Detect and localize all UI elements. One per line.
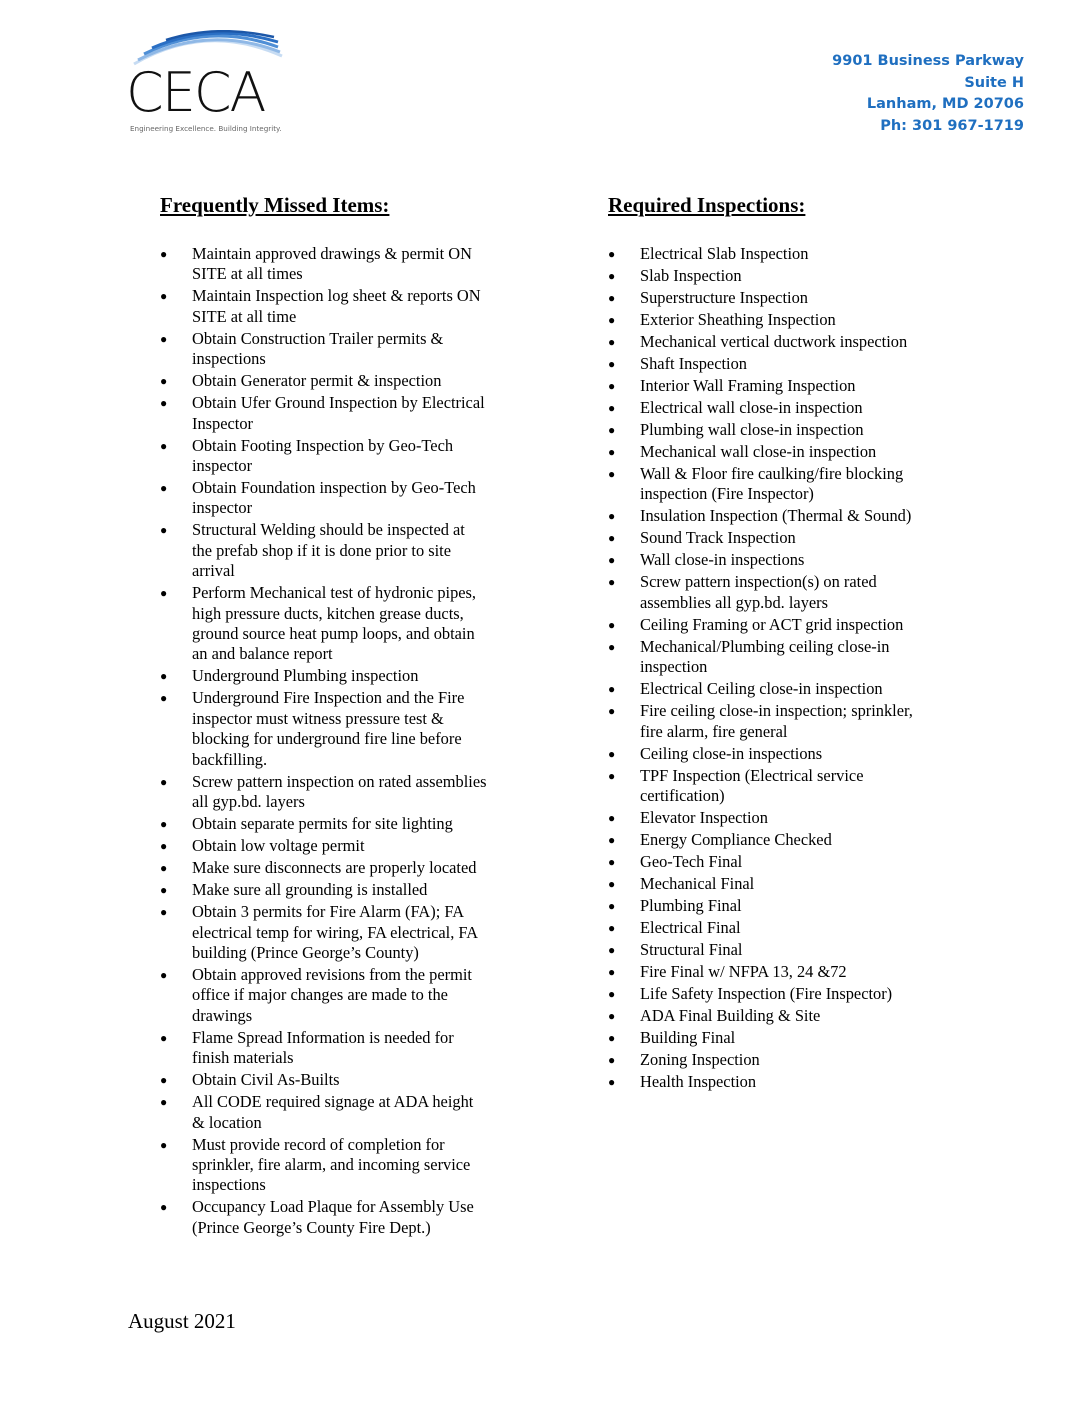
- bullet-icon: ●: [160, 1073, 168, 1088]
- bullet-icon: ●: [608, 965, 616, 980]
- list-item-text: Structural Welding should be inspected at: [192, 520, 465, 540]
- list-item-text: Maintain approved drawings & permit ON: [192, 244, 472, 263]
- list-item: [160, 1092, 487, 1133]
- address-city: Lanham, MD 20706: [866, 96, 1024, 113]
- list-item: [608, 962, 913, 982]
- bullet-icon: ●: [608, 467, 616, 481]
- list-item: [608, 701, 913, 742]
- bullet-icon: ●: [608, 943, 616, 958]
- list-item-text: & location: [192, 1112, 262, 1132]
- list-item: [608, 464, 913, 505]
- list-item-text: TPF Inspection (Electrical service: [640, 765, 864, 785]
- bullet-icon: ●: [160, 774, 168, 789]
- bullet-icon: ●: [608, 704, 616, 719]
- list-item-text: Make sure all grounding is installed: [192, 880, 428, 900]
- document-date: August 2021: [128, 1309, 236, 1333]
- list-item-text: inspections: [192, 349, 266, 369]
- list-item: [608, 743, 913, 764]
- bullet-icon: ●: [160, 817, 168, 832]
- list-item-text: Fire Final w/ NFPA 13, 24 &72: [640, 962, 847, 982]
- bullet-icon: ●: [608, 987, 616, 1002]
- list-item: [160, 814, 487, 834]
- bullet-icon: ●: [608, 811, 616, 826]
- list-item: [608, 550, 913, 570]
- bullet-icon: ●: [160, 438, 168, 453]
- bullet-icon: ●: [160, 586, 168, 601]
- list-item: [608, 420, 913, 440]
- list-item-text: the prefab shop if it is done prior to site: [192, 540, 452, 560]
- address-suite: Suite H: [964, 74, 1024, 91]
- list-item-text: backfilling.: [192, 749, 268, 769]
- list-item-text: blocking for underground fire line before: [192, 729, 462, 749]
- address-phone: Ph: 301 967-1719: [880, 118, 1024, 135]
- list-item: [160, 371, 487, 391]
- list-item: [608, 874, 913, 894]
- list-item: [160, 244, 487, 285]
- bullet-icon: ●: [160, 669, 168, 684]
- list-item-text: Sound Track Inspection: [640, 528, 796, 548]
- list-item: [160, 688, 487, 770]
- list-item-text: Maintain Inspection log sheet & reports ON: [192, 286, 481, 306]
- list-item: [160, 286, 487, 327]
- list-item-text: Wall & Floor fire caulking/fire blocking: [640, 464, 904, 483]
- list-item: [160, 583, 487, 665]
- list-item-text: Zoning Inspection: [640, 1050, 760, 1070]
- bullet-icon: ●: [608, 855, 616, 870]
- list-item: [608, 1028, 913, 1048]
- list-item-text: Elevator Inspection: [640, 808, 768, 828]
- list-item: [160, 902, 487, 963]
- list-item: [608, 266, 913, 286]
- list-item-text: Plumbing Final: [640, 896, 742, 916]
- list-item-text: Obtain Ufer Ground Inspection by Electrical: [192, 393, 485, 413]
- bullet-icon: ●: [608, 768, 616, 783]
- list-item: [160, 880, 487, 900]
- bullet-icon: ●: [608, 335, 616, 349]
- list-item: [608, 442, 913, 462]
- list-item-text: Obtain Generator permit & inspection: [192, 371, 442, 391]
- list-item-text: Electrical Ceiling close-in inspection: [640, 679, 883, 699]
- list-item: [608, 1072, 913, 1092]
- list-item-text: Energy Compliance Checked: [640, 830, 832, 850]
- list-item-text: Ceiling Framing or ACT grid inspection: [640, 614, 904, 634]
- list-item-text: Obtain Foundation inspection by Geo-Tech: [192, 478, 476, 498]
- list-item-text: inspector: [192, 498, 253, 518]
- list-item-text: inspector must witness pressure test &: [192, 708, 444, 728]
- bullet-icon: ●: [608, 1075, 616, 1090]
- bullet-icon: ●: [160, 905, 168, 920]
- list-item-text: Must provide record of completion for: [192, 1134, 445, 1154]
- list-item-text: Life Safety Inspection (Fire Inspector): [640, 984, 893, 1004]
- list-item-text: Mechanical vertical ductwork inspection: [640, 332, 908, 351]
- required-inspections-list: [608, 244, 913, 1094]
- bullet-icon: ●: [608, 379, 616, 393]
- bullet-icon: ●: [608, 921, 616, 936]
- list-item-text: inspector: [192, 456, 253, 476]
- list-item-text: ground source heat pump loops, and obtain: [192, 624, 475, 644]
- bullet-icon: ●: [160, 1137, 168, 1152]
- bullet-icon: ●: [160, 331, 168, 346]
- list-item-text: Ceiling close-in inspections: [640, 743, 823, 763]
- bullet-icon: ●: [160, 967, 168, 982]
- list-item-text: All CODE required signage at ADA height: [192, 1092, 474, 1112]
- list-item-text: high pressure ducts, kitchen grease ducts,: [192, 603, 464, 623]
- bullet-icon: ●: [608, 877, 616, 892]
- list-item: [160, 435, 487, 477]
- list-item-text: Obtain approved revisions from the permit: [192, 964, 472, 984]
- frequently-missed-list: [160, 244, 487, 1240]
- bullet-icon: ●: [160, 1095, 168, 1110]
- list-item-text: Fire ceiling close-in inspection; sprinkler,: [640, 701, 913, 721]
- list-item-text: ADA Final Building & Site: [640, 1006, 821, 1026]
- address-street: 9901 Business Parkway: [832, 53, 1024, 69]
- list-item-text: Electrical Final: [640, 918, 741, 938]
- list-item: [608, 376, 913, 396]
- list-item-text: Mechanical/Plumbing ceiling close-in: [640, 636, 890, 656]
- list-item: [608, 918, 913, 938]
- list-item-text: certification): [640, 786, 725, 806]
- bullet-icon: ●: [608, 269, 616, 283]
- list-item: [160, 520, 487, 581]
- bullet-icon: ●: [160, 481, 168, 496]
- list-item-text: Building Final: [640, 1028, 736, 1048]
- list-item-text: sprinkler, fire alarm, and incoming service: [192, 1154, 471, 1174]
- bullet-icon: ●: [608, 833, 616, 848]
- list-item-text: Electrical Slab Inspection: [640, 244, 809, 263]
- bullet-icon: ●: [608, 1009, 616, 1024]
- list-item-text: assemblies all gyp.bd. layers: [640, 592, 828, 612]
- required-inspections-heading: Required Inspections:: [608, 193, 806, 217]
- list-item-text: electrical temp for wiring, FA electrical, FA: [192, 922, 479, 942]
- bullet-icon: ●: [160, 1030, 168, 1045]
- list-item-text: an and balance report: [192, 644, 333, 664]
- list-item: [608, 506, 913, 526]
- list-item-text: Health Inspection: [640, 1072, 757, 1092]
- bullet-icon: ●: [160, 289, 168, 304]
- frequently-missed-heading: Frequently Missed Items:: [160, 193, 390, 217]
- list-item-text: Obtain Construction Trailer permits &: [192, 328, 444, 348]
- list-item-text: inspection: [640, 657, 708, 677]
- bullet-icon: ●: [608, 553, 616, 568]
- list-item: [160, 771, 487, 813]
- list-item: [608, 310, 913, 330]
- list-item-text: Underground Plumbing inspection: [192, 666, 419, 686]
- list-item-text: Insulation Inspection (Thermal & Sound): [640, 506, 912, 526]
- bullet-icon: ●: [608, 401, 616, 415]
- bullet-icon: ●: [160, 691, 168, 706]
- list-item-text: Occupancy Load Plaque for Assembly Use: [192, 1197, 474, 1217]
- list-item-text: Electrical wall close-in inspection: [640, 398, 863, 417]
- list-item: [160, 858, 487, 878]
- bullet-icon: ●: [608, 445, 616, 459]
- list-item-text: Screw pattern inspection on rated assemblies: [192, 771, 487, 791]
- bullet-icon: ●: [160, 839, 168, 854]
- bullet-icon: ●: [608, 746, 616, 761]
- list-item: [160, 666, 487, 686]
- list-item-text: (Prince George’s County Fire Dept.): [192, 1217, 431, 1237]
- bullet-icon: ●: [608, 617, 616, 632]
- bullet-icon: ●: [160, 523, 168, 538]
- list-item-text: Obtain Footing Inspection by Geo-Tech: [192, 435, 454, 455]
- bullet-icon: ●: [608, 575, 616, 590]
- list-item: [160, 328, 487, 370]
- list-item: [160, 1027, 487, 1069]
- list-item: [608, 614, 913, 635]
- list-item: [608, 528, 913, 548]
- list-item-text: Geo-Tech Final: [640, 852, 743, 872]
- bullet-icon: ●: [160, 883, 168, 898]
- bullet-icon: ●: [608, 423, 616, 437]
- list-item: [608, 354, 913, 374]
- bullet-icon: ●: [608, 291, 616, 305]
- list-item: [608, 1050, 913, 1070]
- list-item: [160, 964, 487, 1026]
- list-item-text: Flame Spread Information is needed for: [192, 1027, 454, 1047]
- bullet-icon: ●: [608, 531, 616, 546]
- list-item-text: arrival: [192, 561, 235, 581]
- bullet-icon: ●: [608, 1031, 616, 1046]
- list-item-text: Structural Final: [640, 940, 743, 960]
- list-item-text: drawings: [192, 1005, 253, 1025]
- bullet-icon: ●: [608, 247, 616, 261]
- list-item-text: Underground Fire Inspection and the Fire: [192, 688, 465, 708]
- list-item-text: Make sure disconnects are properly located: [192, 858, 477, 878]
- list-item: [608, 398, 913, 418]
- logo-tagline: Engineering Excellence. Building Integrity.: [130, 124, 282, 133]
- list-item-text: Obtain separate permits for site lighting: [192, 814, 453, 834]
- list-item-text: SITE at all time: [192, 306, 297, 326]
- list-item-text: Interior Wall Framing Inspection: [640, 376, 856, 395]
- list-item-text: Screw pattern inspection(s) on rated: [640, 572, 877, 592]
- list-item: [160, 1197, 487, 1238]
- list-item-text: inspections: [192, 1175, 266, 1195]
- list-item-text: building (Prince George’s County): [192, 942, 419, 962]
- list-item-text: Plumbing wall close-in inspection: [640, 420, 864, 439]
- bullet-icon: ●: [160, 374, 168, 389]
- list-item: [608, 940, 913, 960]
- list-item: [608, 808, 913, 828]
- bullet-icon: ●: [608, 639, 616, 654]
- ceca-logo: [126, 30, 292, 135]
- list-item: [608, 984, 913, 1004]
- list-item-text: Mechanical Final: [640, 874, 755, 894]
- company-address: [832, 51, 1024, 138]
- logo-wordmark: CECA: [126, 61, 265, 124]
- bullet-icon: ●: [608, 1053, 616, 1068]
- list-item-text: Perform Mechanical test of hydronic pipes,: [192, 583, 477, 603]
- list-item: [160, 836, 487, 856]
- list-item-text: Obtain low voltage permit: [192, 836, 365, 856]
- bullet-icon: ●: [608, 357, 616, 371]
- list-item-text: Shaft Inspection: [640, 354, 747, 373]
- bullet-icon: ●: [160, 396, 168, 411]
- bullet-icon: ●: [160, 1200, 168, 1215]
- list-item: [608, 679, 913, 699]
- list-item-text: SITE at all times: [192, 264, 303, 284]
- list-item: [608, 830, 913, 850]
- list-item-text: all gyp.bd. layers: [192, 792, 305, 812]
- list-item: [160, 478, 487, 519]
- bullet-icon: ●: [160, 247, 168, 261]
- list-item: [608, 852, 913, 872]
- list-item: [608, 332, 913, 352]
- list-item-text: Mechanical wall close-in inspection: [640, 442, 877, 461]
- bullet-icon: ●: [608, 899, 616, 914]
- list-item-text: Wall close-in inspections: [640, 550, 805, 570]
- list-item-text: Superstructure Inspection: [640, 288, 808, 307]
- list-item-text: inspection (Fire Inspector): [640, 484, 814, 504]
- bullet-icon: ●: [608, 313, 616, 327]
- list-item-text: finish materials: [192, 1048, 294, 1068]
- list-item-text: office if major changes are made to the: [192, 985, 448, 1005]
- bullet-icon: ●: [608, 509, 616, 524]
- bullet-icon: ●: [608, 682, 616, 697]
- list-item: [160, 1134, 487, 1196]
- list-item-text: fire alarm, fire general: [640, 721, 788, 741]
- list-item-text: Obtain 3 permits for Fire Alarm (FA); FA: [192, 902, 465, 922]
- list-item-text: Exterior Sheathing Inspection: [640, 310, 836, 329]
- list-item: [160, 1070, 487, 1090]
- list-item-text: Inspector: [192, 413, 253, 433]
- list-item: [608, 896, 913, 916]
- list-item: [608, 1006, 913, 1026]
- list-item: [608, 244, 913, 264]
- list-item-text: Slab Inspection: [640, 266, 742, 285]
- list-item: [160, 393, 487, 434]
- list-item: [608, 572, 913, 613]
- list-item: [608, 288, 913, 308]
- bullet-icon: ●: [160, 861, 168, 876]
- list-item-text: Obtain Civil As-Builts: [192, 1070, 340, 1090]
- list-item: [608, 636, 913, 678]
- list-item: [608, 765, 913, 807]
